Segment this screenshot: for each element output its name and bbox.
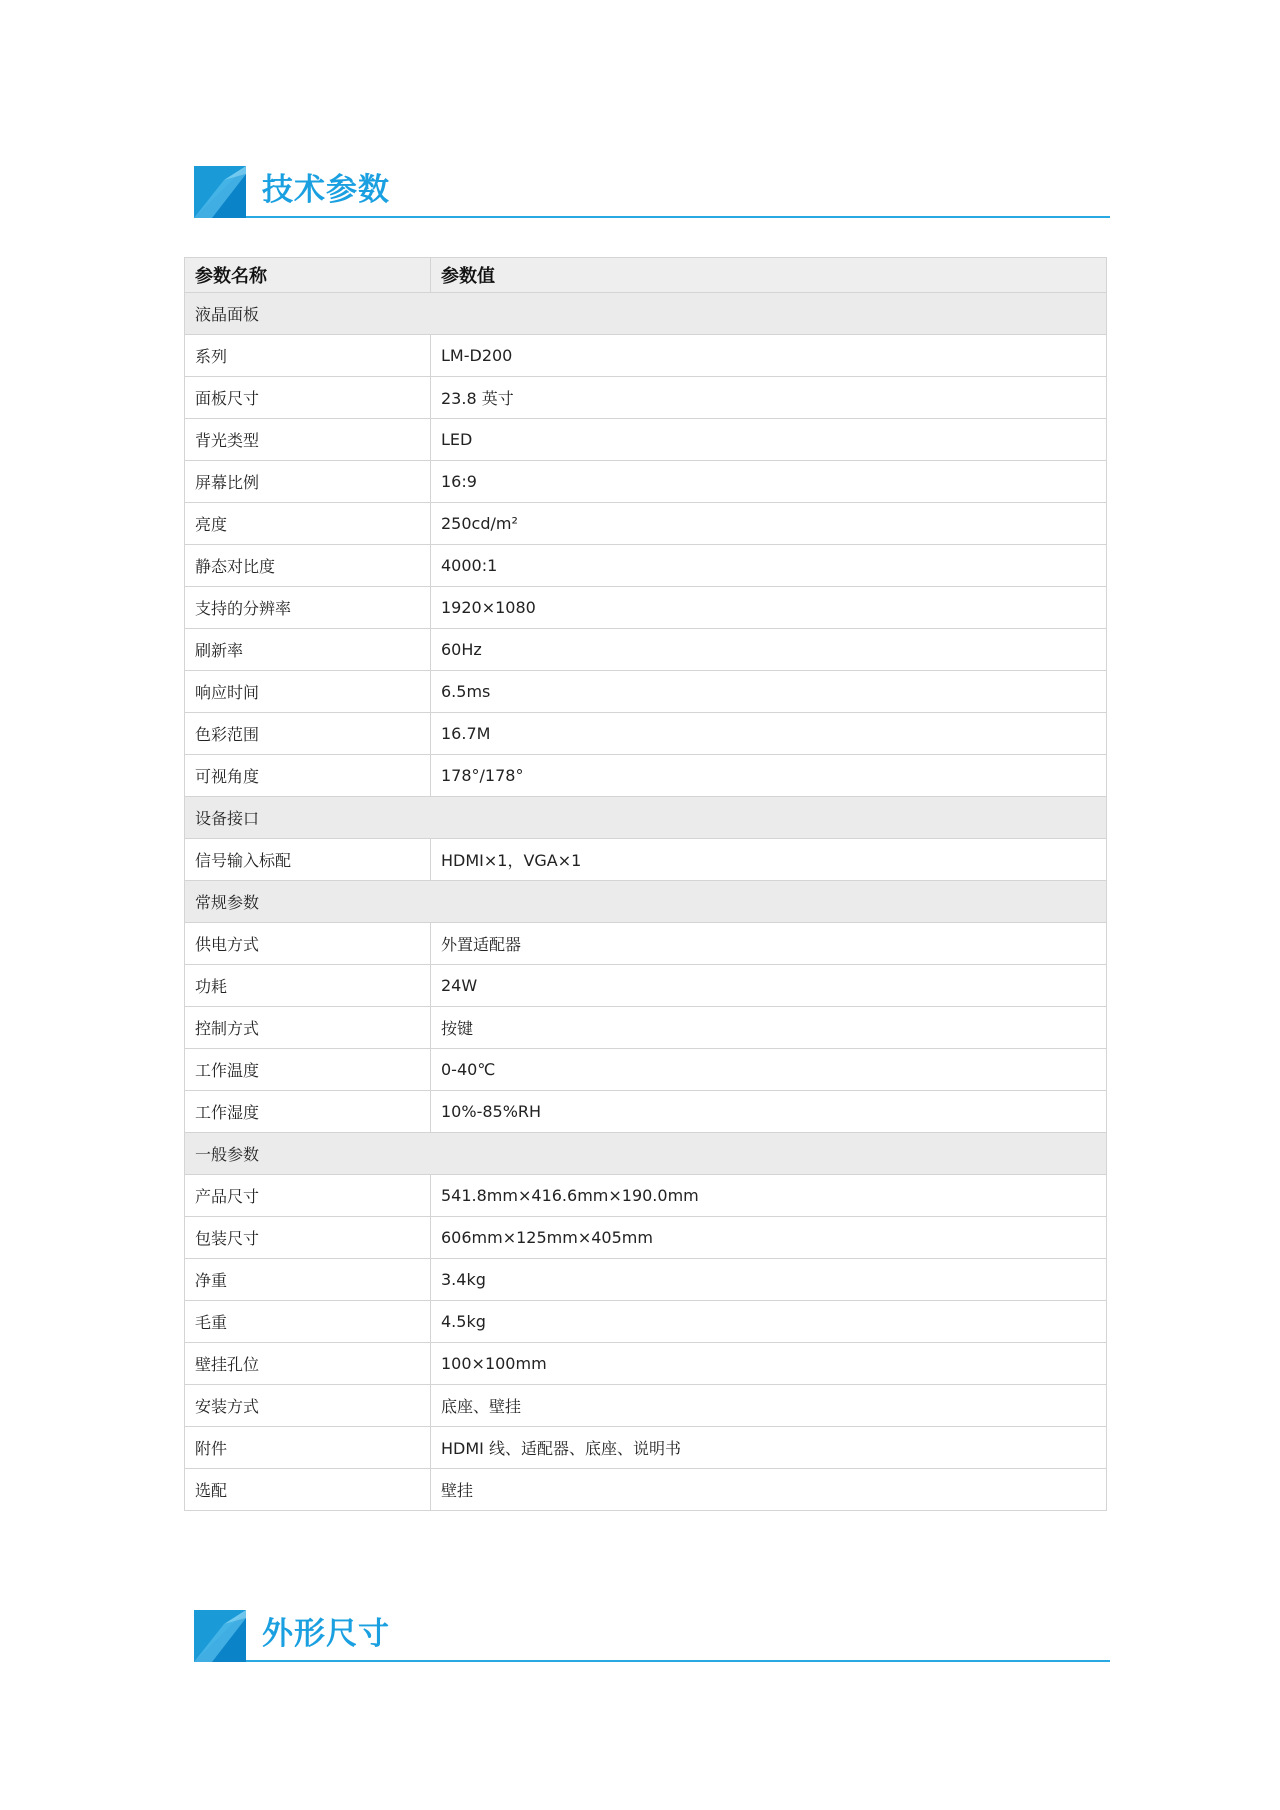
table-group-row — [185, 881, 1107, 923]
param-name: 工作湿度 — [185, 1091, 431, 1133]
table-body — [185, 293, 1107, 1511]
param-value: 4.5kg — [431, 1301, 1107, 1343]
table-row — [185, 1259, 1107, 1301]
table-row — [185, 629, 1107, 671]
section-divider — [246, 216, 1110, 218]
section-title: 技术参数 — [262, 172, 390, 208]
param-value: 16:9 — [431, 461, 1107, 503]
table-row — [185, 1385, 1107, 1427]
param-name: 色彩范围 — [185, 713, 431, 755]
param-value: 10%-85%RH — [431, 1091, 1107, 1133]
table-row — [185, 377, 1107, 419]
param-name: 壁挂孔位 — [185, 1343, 431, 1385]
header-param-name: 参数名称 — [185, 258, 431, 293]
table-row — [185, 713, 1107, 755]
table-header-row — [185, 258, 1107, 293]
table-row — [185, 671, 1107, 713]
spec-table — [184, 257, 1107, 1511]
param-name: 亮度 — [185, 503, 431, 545]
table-group-row — [185, 797, 1107, 839]
param-value: 541.8mm×416.6mm×190.0mm — [431, 1175, 1107, 1217]
table-row — [185, 1091, 1107, 1133]
param-name: 安装方式 — [185, 1385, 431, 1427]
table-row — [185, 503, 1107, 545]
param-value: 16.7M — [431, 713, 1107, 755]
param-value: 4000:1 — [431, 545, 1107, 587]
param-name: 供电方式 — [185, 923, 431, 965]
param-value: 24W — [431, 965, 1107, 1007]
param-name: 信号输入标配 — [185, 839, 431, 881]
param-name: 支持的分辨率 — [185, 587, 431, 629]
param-value: 0-40℃ — [431, 1049, 1107, 1091]
table-row — [185, 419, 1107, 461]
param-name: 刷新率 — [185, 629, 431, 671]
param-name: 系列 — [185, 335, 431, 377]
param-value: HDMI×1，VGA×1 — [431, 839, 1107, 881]
table-row — [185, 1469, 1107, 1511]
table-row — [185, 1301, 1107, 1343]
param-value: 178°/178° — [431, 755, 1107, 797]
param-name: 响应时间 — [185, 671, 431, 713]
section-header-specs — [194, 166, 1110, 220]
section-badge-icon — [194, 166, 246, 218]
param-name: 选配 — [185, 1469, 431, 1511]
param-value: 6.5ms — [431, 671, 1107, 713]
group-label: 一般参数 — [185, 1133, 1107, 1175]
param-name: 包装尺寸 — [185, 1217, 431, 1259]
table-row — [185, 1049, 1107, 1091]
param-value: 壁挂 — [431, 1469, 1107, 1511]
param-value: 23.8 英寸 — [431, 377, 1107, 419]
param-name: 工作温度 — [185, 1049, 431, 1091]
table-row — [185, 1175, 1107, 1217]
param-value: 3.4kg — [431, 1259, 1107, 1301]
table-row — [185, 335, 1107, 377]
param-name: 附件 — [185, 1427, 431, 1469]
table-row — [185, 1427, 1107, 1469]
table-group-row — [185, 293, 1107, 335]
table-row — [185, 545, 1107, 587]
param-value: 外置适配器 — [431, 923, 1107, 965]
param-name: 背光类型 — [185, 419, 431, 461]
param-name: 功耗 — [185, 965, 431, 1007]
param-value: HDMI 线、适配器、底座、说明书 — [431, 1427, 1107, 1469]
section-title: 外形尺寸 — [262, 1616, 390, 1652]
param-value: 100×100mm — [431, 1343, 1107, 1385]
table-row — [185, 1343, 1107, 1385]
group-label: 常规参数 — [185, 881, 1107, 923]
header-param-value: 参数值 — [431, 258, 1107, 293]
table-group-row — [185, 1133, 1107, 1175]
table-row — [185, 1217, 1107, 1259]
param-value: 底座、壁挂 — [431, 1385, 1107, 1427]
table-row — [185, 1007, 1107, 1049]
section-divider — [246, 1660, 1110, 1662]
param-value: LM-D200 — [431, 335, 1107, 377]
table-row — [185, 965, 1107, 1007]
param-name: 可视角度 — [185, 755, 431, 797]
group-label: 液晶面板 — [185, 293, 1107, 335]
param-value: 60Hz — [431, 629, 1107, 671]
param-value: 250cd/m² — [431, 503, 1107, 545]
param-name: 净重 — [185, 1259, 431, 1301]
table-row — [185, 923, 1107, 965]
table-row — [185, 587, 1107, 629]
group-label: 设备接口 — [185, 797, 1107, 839]
param-value: LED — [431, 419, 1107, 461]
param-name: 产品尺寸 — [185, 1175, 431, 1217]
param-value: 1920×1080 — [431, 587, 1107, 629]
param-value: 606mm×125mm×405mm — [431, 1217, 1107, 1259]
section-header-dimensions — [194, 1610, 1110, 1664]
param-name: 屏幕比例 — [185, 461, 431, 503]
table-row — [185, 461, 1107, 503]
param-name: 面板尺寸 — [185, 377, 431, 419]
table-row — [185, 839, 1107, 881]
param-name: 静态对比度 — [185, 545, 431, 587]
table-row — [185, 755, 1107, 797]
param-name: 毛重 — [185, 1301, 431, 1343]
section-badge-icon — [194, 1610, 246, 1662]
param-value: 按键 — [431, 1007, 1107, 1049]
param-name: 控制方式 — [185, 1007, 431, 1049]
